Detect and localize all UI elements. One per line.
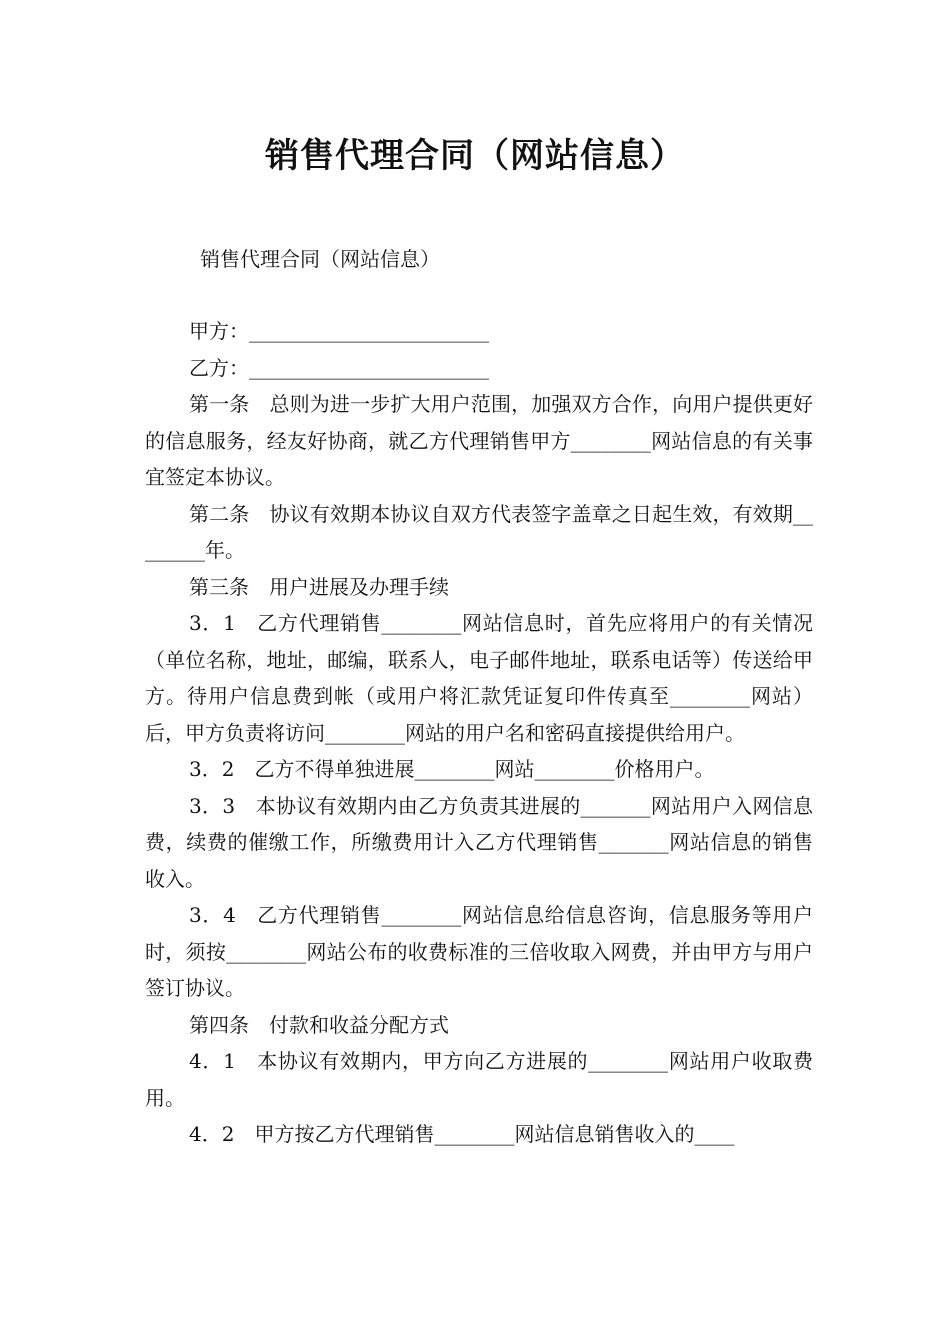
document-title: 销售代理合同（网站信息） xyxy=(265,136,685,176)
article-3-heading: 第三条 用户进展及办理手续 xyxy=(189,574,449,599)
party-a-line: 甲方：________________________ xyxy=(189,319,489,343)
clause-4-2: 4．2 甲方按乙方代理销售________网站信息销售收入的____ xyxy=(189,1122,735,1146)
article-2: 第二条 协议有效期本协议自双方代表签字盖章之日起生效，有效期________年。 xyxy=(145,501,813,562)
clause-3-3: 3．3 本协议有效期内由乙方负责其进展的_______网站用户入网信息费，续费的催缴工作，所缴费用计入乙方代理销售_______网站信息的销售收入。 xyxy=(145,793,813,891)
article-1: 第一条 总则为进一步扩大用户范围，加强双方合作，向用户提供更好的信息服务，经友好协商，就乙方代理销售甲方________网站信息的有关事宜签定本协议。 xyxy=(145,392,813,489)
article-4-heading: 第四条 付款和收益分配方式 xyxy=(189,1012,449,1037)
document-subtitle: 销售代理合同（网站信息） xyxy=(200,247,440,271)
clause-3-4: 3．4 乙方代理销售________网站信息给信息咨询，信息服务等用户时，须按________网站公布的收费标准的三倍收取入网费，并由甲方与用户签订协议。 xyxy=(145,903,813,1000)
clause-3-2: 3．2 乙方不得单独进展________网站________价格用户。 xyxy=(189,757,715,781)
clause-4-1: 4．1 本协议有效期内，甲方向乙方进展的________网站用户收取费用。 xyxy=(145,1049,813,1110)
clause-3-1: 3．1 乙方代理销售________网站信息时，首先应将用户的有关情况（单位名称，地址，邮编，联系人，电子邮件地址，联系电话等）传送给甲方。待用户信息费到帐（或用户将汇款凭证复印件传真至________网站）后，甲方负责将访问________网站的用户名和密码直接提供给用户。 xyxy=(145,611,813,745)
party-b-line: 乙方：________________________ xyxy=(189,355,489,380)
document-body xyxy=(145,313,813,1153)
